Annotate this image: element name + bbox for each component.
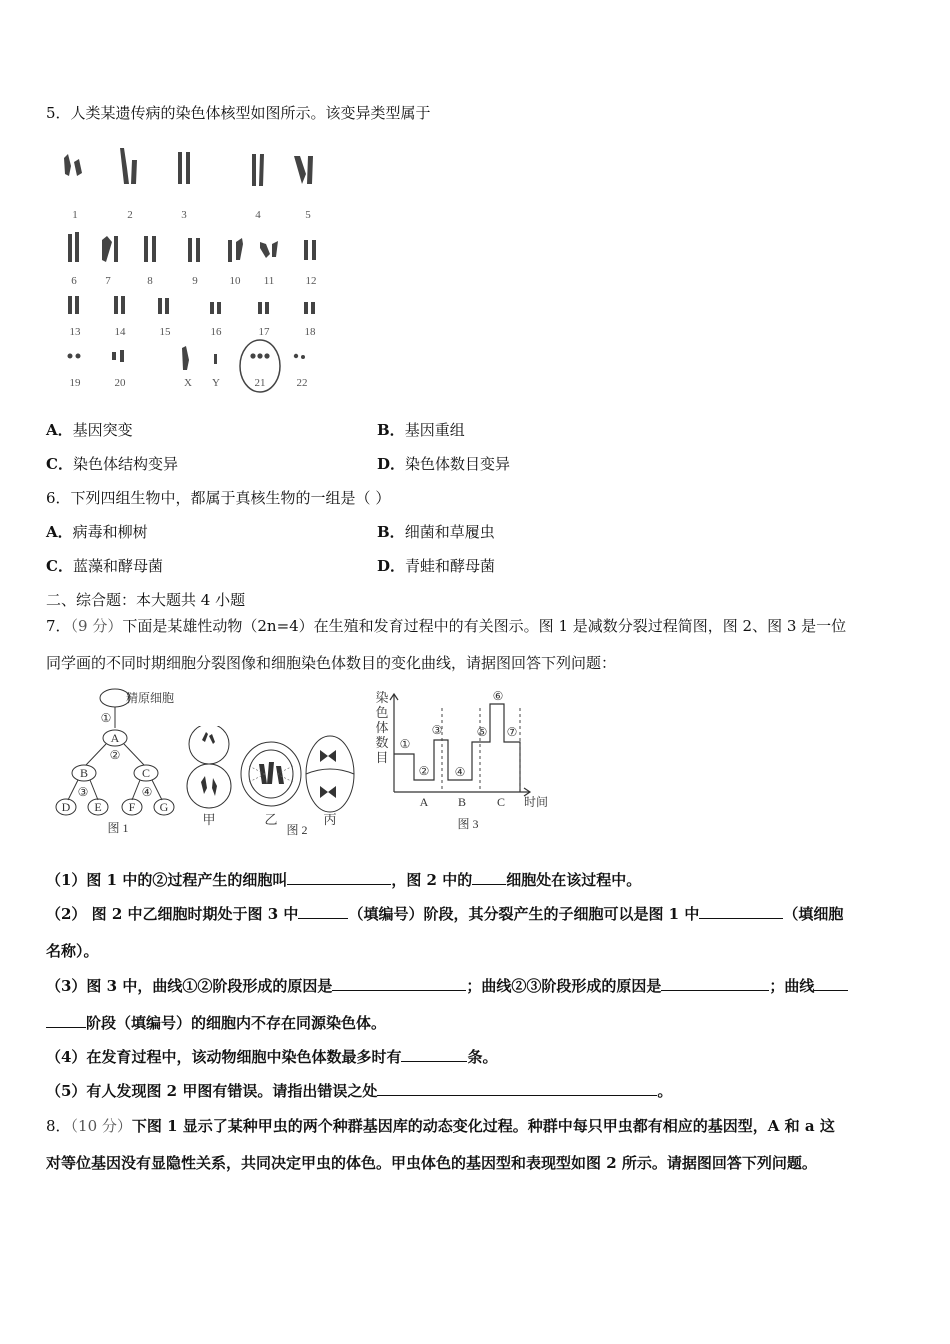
karyo-label: Y: [212, 377, 220, 389]
q5-option-a[interactable]: A．基因突变: [46, 421, 133, 439]
fig3-stage-5: ⑤: [476, 725, 488, 739]
karyo-label: 8: [147, 275, 153, 287]
q7-figure-1: [50, 686, 185, 838]
chr-7: [102, 236, 118, 262]
chr-Y: [214, 354, 217, 364]
branch-B-E: [90, 780, 98, 800]
answer-blank[interactable]: [661, 976, 769, 991]
chr-X: [182, 346, 189, 370]
karyo-label: 20: [114, 377, 126, 389]
chromosomes: [64, 148, 316, 370]
chr-22b: [301, 355, 305, 359]
chr-9: [188, 238, 200, 262]
chr-1: [64, 154, 82, 176]
fig2-label-yi: 乙: [264, 812, 278, 827]
chr-22a: [294, 354, 298, 358]
fig1-step-4: ④: [141, 785, 153, 799]
jia-chromosome: [201, 776, 217, 796]
q5-text: 人类某遗传病的染色体核型如图所示。该变异类型属于: [70, 104, 431, 122]
q7-sub4: （4）在发育过程中，该动物细胞中染色体数最多时有 条。: [46, 1048, 498, 1066]
answer-blank[interactable]: [287, 870, 391, 885]
fig3-xtick-A: A: [419, 795, 429, 809]
answer-blank[interactable]: [699, 904, 783, 919]
answer-blank[interactable]: [298, 904, 348, 919]
q7-sub3: （3）图 3 中，曲线①②阶段形成的原因是 ；曲线②③阶段形成的原因是 ；曲线: [46, 975, 848, 996]
q7-sub3-cont: 阶段（填编号）的细胞内不存在同源染色体。: [46, 1012, 386, 1033]
q6-option-d[interactable]: D．青蛙和酵母菌: [377, 557, 496, 575]
q5-number: 5．: [46, 104, 71, 122]
fig1-label-A: A: [110, 731, 120, 745]
chr-12: [304, 240, 316, 260]
karyo-label: 11: [263, 275, 275, 287]
fig3-stage-3: ③: [431, 723, 443, 737]
fig2-label-jia: 甲: [202, 812, 216, 827]
chr-6: [68, 232, 79, 262]
branch-A-C: [124, 744, 144, 765]
answer-blank[interactable]: [377, 1081, 657, 1096]
fig2-caption: 图 2: [286, 823, 308, 837]
bing-chromosomes: [320, 750, 336, 798]
karyo-label: 17: [258, 326, 270, 338]
karyo-label: 3: [181, 209, 187, 221]
karyo-label: 14: [114, 326, 126, 338]
fig3-xtick-B: B: [457, 795, 467, 809]
chr-18: [304, 302, 315, 314]
q7-sub2-cont: 名称）。: [46, 942, 99, 960]
q5-option-d[interactable]: D．染色体数目变异: [377, 455, 511, 473]
karyo-label: 21: [254, 377, 266, 389]
q8-stem-line2: 对等位基因没有显隐性关系，共同决定甲虫的体色。甲虫体色的基因型和表现型如图 2 所示。请据图回答下列问题。: [46, 1154, 817, 1172]
answer-blank[interactable]: [332, 976, 466, 991]
q5-option-c[interactable]: C．染色体结构变异: [46, 455, 178, 473]
fig1-label-C: C: [141, 766, 151, 780]
fig3-xlabel: 时间: [523, 795, 549, 809]
q6-option-b[interactable]: B．细菌和草履虫: [377, 523, 495, 541]
branch-A-B: [86, 744, 106, 765]
bing-furrow: [306, 769, 354, 774]
karyo-label: 19: [69, 377, 81, 389]
jia-top-circle: [189, 726, 229, 764]
chr-4: [252, 154, 264, 186]
karyo-label: 22: [296, 377, 308, 389]
fig3-stage-1: ①: [399, 737, 411, 751]
fig3-stage-4: ④: [454, 765, 466, 779]
karyo-label: 4: [255, 209, 261, 221]
karyo-label: X: [184, 377, 192, 389]
fig3-ylabel-char: 色: [375, 705, 389, 720]
chr-20: [112, 350, 124, 362]
fig3-ylabel-char: 数: [375, 735, 389, 750]
fig3-ylabel-char: 目: [375, 750, 389, 765]
q7-figure-3: [372, 688, 557, 838]
chr-10: [228, 238, 243, 262]
fig3-stage-2: ②: [418, 764, 430, 778]
branch-B-D: [68, 780, 78, 800]
chr-19b: [76, 354, 81, 359]
q5-option-b[interactable]: B．基因重组: [377, 421, 465, 439]
bing-cell: [306, 736, 354, 812]
answer-blank[interactable]: [401, 1047, 467, 1062]
answer-blank[interactable]: [46, 1013, 86, 1028]
fig1-step-1: ①: [100, 711, 112, 725]
chr-21c: [264, 353, 269, 358]
section-heading: 二、综合题：本大题共 4 小题: [46, 591, 246, 609]
karyo-label: 12: [305, 275, 317, 287]
jia-chromosome: [202, 732, 215, 744]
karyo-label: 9: [192, 275, 198, 287]
chr-16: [210, 302, 221, 314]
fig2-label-bing: 丙: [323, 812, 337, 827]
fig3-caption: 图 3: [457, 817, 479, 831]
jia-bottom-circle: [187, 764, 231, 808]
answer-blank[interactable]: [814, 976, 848, 991]
q8-stem-line1: 8．（10 分）下图 1 显示了某种甲虫的两个种群基因库的动态变化过程。种群中每只甲虫都有相应的基因型，A 和 a 这: [46, 1117, 835, 1135]
fig1-label-D: D: [61, 800, 71, 814]
q7-stem-line2: 同学画的不同时期细胞分裂图像和细胞染色体数目的变化曲线，请据图回答下列问题：: [46, 654, 617, 672]
answer-blank[interactable]: [472, 870, 506, 885]
q6-option-a[interactable]: A．病毒和柳树: [46, 523, 148, 541]
branch-C-G: [152, 780, 162, 800]
karyo-label: 15: [159, 326, 171, 338]
karyo-label: 1: [72, 209, 78, 221]
q5-stem: [46, 102, 431, 123]
fig1-label-B: B: [79, 766, 89, 780]
fig3-stage-7: ⑦: [506, 725, 518, 739]
karyo-label: 13: [69, 326, 81, 338]
q7-sub1: （1）图 1 中的②过程产生的细胞叫 ，图 2 中的 细胞处在该过程中。: [46, 871, 642, 889]
chr-19a: [68, 354, 73, 359]
karyotype-figure: [50, 140, 340, 400]
chr-11: [260, 241, 278, 258]
fig3-xtick-C: C: [496, 795, 506, 809]
chr-21a: [250, 353, 255, 358]
branch-C-F: [132, 780, 140, 800]
chr-5: [294, 156, 313, 184]
fig1-label-F: F: [128, 800, 136, 814]
karyo-label: 5: [305, 209, 311, 221]
q7-figure-2: [186, 726, 356, 838]
fig1-caption: 图 1: [107, 821, 129, 835]
fig1-step-2: ②: [109, 748, 121, 762]
karyo-label: 16: [210, 326, 222, 338]
karyo-label: 10: [229, 275, 241, 287]
fig3-ylabel-char: 体: [375, 720, 389, 735]
chr-17: [258, 302, 269, 314]
chr-21b: [257, 353, 262, 358]
chr-15: [158, 298, 169, 314]
chr-3: [178, 152, 190, 184]
q6-option-c[interactable]: C．蓝藻和酵母菌: [46, 557, 163, 575]
chr-14: [114, 296, 125, 314]
fig1-label-E: E: [94, 800, 102, 814]
q6-stem: 6．下列四组生物中，都属于真核生物的一组是（ ）: [46, 489, 391, 507]
q7-stem-line1: 7．（9 分）下面是某雄性动物（2n=4）在生殖和发育过程中的有关图示。图 1 是减数分裂过程简图，图 2、图 3 是一位: [46, 617, 847, 635]
chr-2: [120, 148, 137, 184]
karyo-label: 2: [127, 209, 133, 221]
karyo-label: 18: [304, 326, 316, 338]
karyo-label: 6: [71, 275, 77, 287]
fig1-top-label: 精原细胞: [125, 691, 175, 705]
karyo-label: 7: [105, 275, 111, 287]
fig1-step-3: ③: [77, 785, 89, 799]
q7-sub2: （2） 图 2 中乙细胞时期处于图 3 中 （填编号）阶段，其分裂产生的子细胞可以是图 1 中 （填细胞: [46, 905, 844, 923]
fig1-label-G: G: [159, 800, 169, 814]
chr-8: [144, 236, 156, 262]
yi-chromosomes: [259, 762, 284, 784]
fig3-ylabel-char: 染: [375, 690, 389, 705]
q7-sub5: （5）有人发现图 2 甲图有错误。请指出错误之处 。: [46, 1082, 673, 1100]
chr-13: [68, 296, 79, 314]
fig3-stage-6: ⑥: [492, 689, 504, 703]
